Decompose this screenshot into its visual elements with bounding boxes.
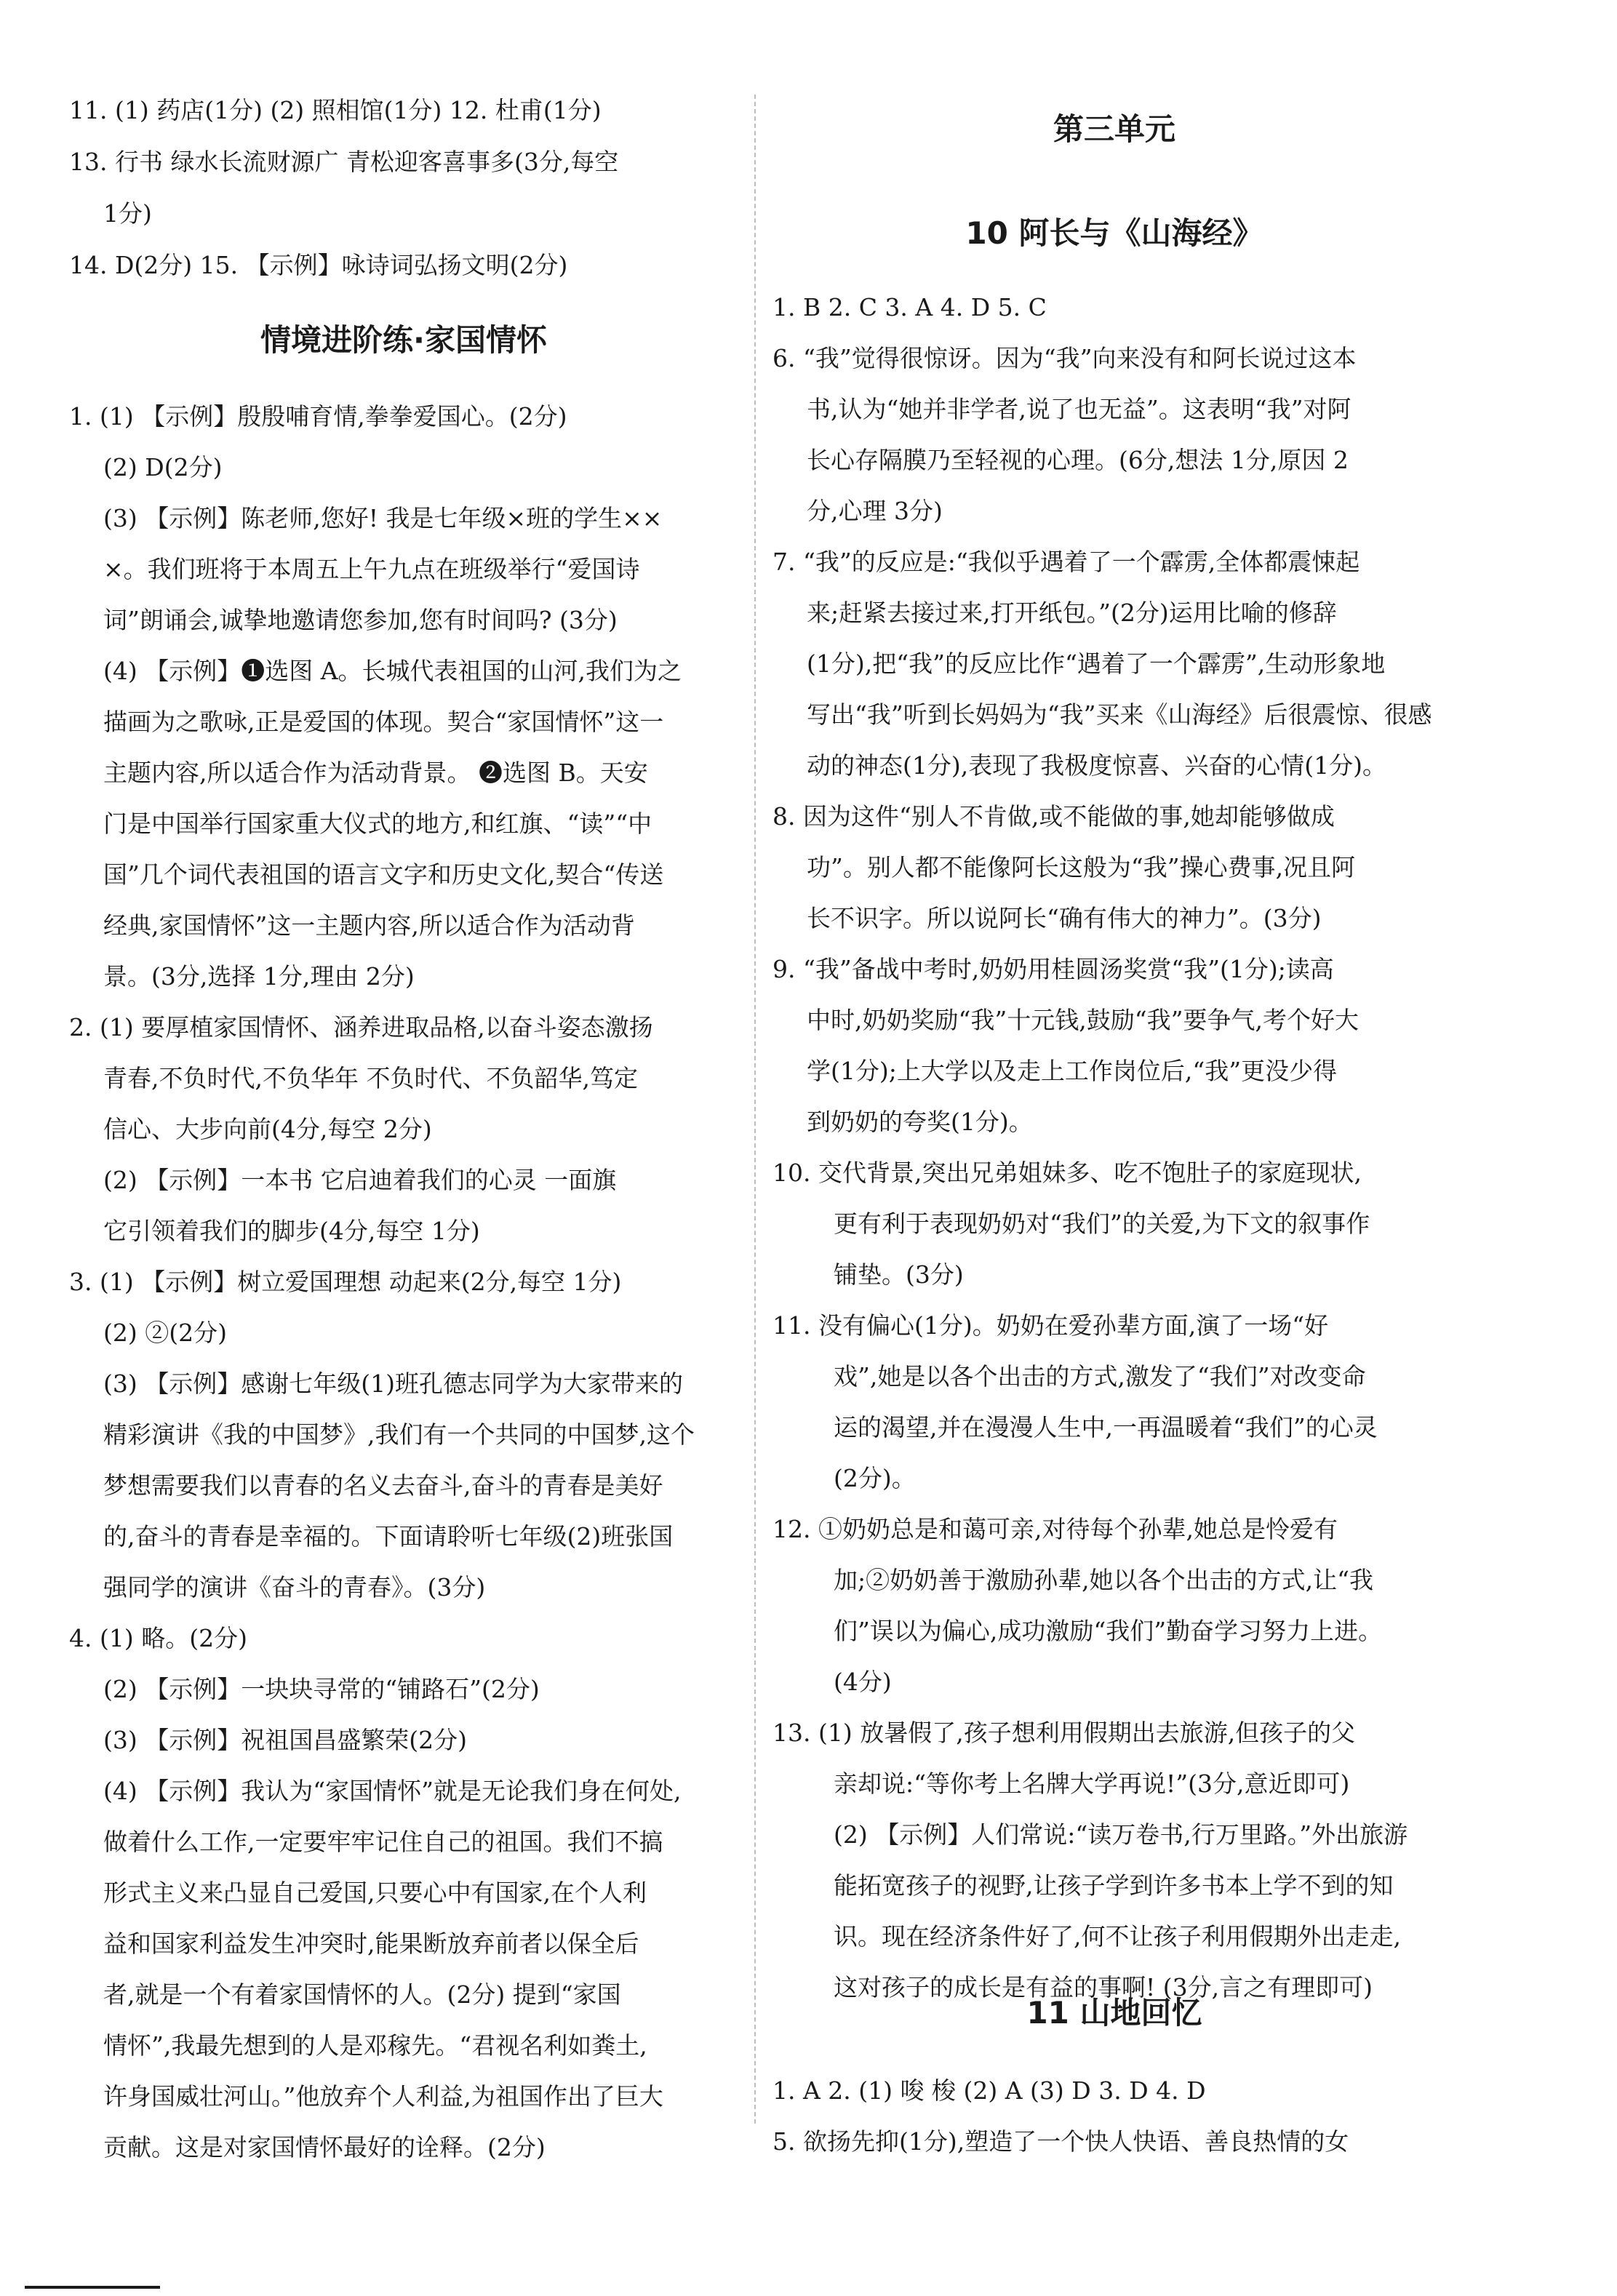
answer-line: (4分)	[834, 1668, 892, 1696]
answer-line: 长不识字。所以说阿长“确有伟大的神力”。(3分)	[807, 904, 1322, 932]
answer-line: 2. (1) 要厚植家国情怀、涵养进取品格,以奋斗姿态激扬	[69, 1013, 653, 1041]
answer-line: 14. D(2分) 15. 【示例】咏诗词弘扬文明(2分)	[69, 251, 568, 279]
column-divider	[754, 95, 756, 2124]
answer-line: (1分),把“我”的反应比作“遇着了一个霹雳”,生动形象地	[807, 649, 1386, 678]
answer-line: (2) 【示例】人们常说:“读万卷书,行万里路。”外出旅游	[834, 1820, 1408, 1849]
answer-line: (2) D(2分)	[103, 453, 223, 481]
answer-line: 词”朗诵会,诚挚地邀请您参加,您有时间吗? (3分)	[103, 606, 618, 634]
answer-line: 这对孩子的成长是有益的事啊! (3分,言之有理即可)	[834, 1973, 1373, 2001]
answer-line: 功”。别人都不能像阿长这般为“我”操心费事,况且阿	[807, 853, 1356, 881]
answer-line: 5. 欲扬先抑(1分),塑造了一个快人快语、善良热情的女	[772, 2127, 1349, 2156]
answer-line: 们”误以为偏心,成功激励“我们”勤奋学习努力上进。	[834, 1617, 1383, 1645]
answer-line: 描画为之歌咏,正是爱国的体现。契合“家国情怀”这一	[103, 708, 664, 736]
answer-line: 1. B 2. C 3. A 4. D 5. C	[772, 293, 1047, 321]
answer-line: 9. “我”备战中考时,奶奶用桂圆汤奖赏“我”(1分);读高	[772, 955, 1334, 983]
answer-line: 形式主义来凸显自己爱国,只要心中有国家,在个人利	[103, 1879, 647, 1907]
answer-line: (2) 【示例】一本书 它启迪着我们的心灵 一面旗	[103, 1166, 617, 1194]
answer-line: 国”几个词代表祖国的语言文字和历史文化,契合“传送	[103, 860, 664, 889]
answer-line: 分,心理 3分)	[807, 497, 943, 525]
section-title: 情境进阶练·家国情怀	[260, 322, 547, 358]
answer-line: 识。现在经济条件好了,何不让孩子利用假期外出走走,	[834, 1922, 1401, 1951]
answer-line: 13. (1) 放暑假了,孩子想利用假期出去旅游,但孩子的父	[772, 1719, 1356, 1747]
answer-line: (2) ②(2分)	[103, 1319, 227, 1347]
answer-line: 1. A 2. (1) 唆 梭 (2) A (3) D 3. D 4. D	[772, 2076, 1206, 2105]
answer-line: 12. ①奶奶总是和蔼可亲,对待每个孙辈,她总是怜爱有	[772, 1515, 1338, 1543]
answer-line: 的,奋斗的青春是幸福的。下面请聆听七年级(2)班张国	[103, 1522, 674, 1551]
answer-line: 许身国威壮河山。”他放弃个人利益,为祖国作出了巨大	[103, 2082, 663, 2111]
answer-line: 动的神态(1分),表现了我极度惊喜、兴奋的心情(1分)。	[807, 751, 1386, 780]
answer-line: 信心、大步向前(4分,每空 2分)	[103, 1115, 432, 1143]
answer-line: (2分)。	[834, 1464, 916, 1492]
answer-line: 写出“我”听到长妈妈为“我”买来《山海经》后很震惊、很感	[807, 700, 1432, 729]
unit-title: 第三单元	[1053, 111, 1175, 147]
lesson-title: 11 山地回忆	[1026, 1995, 1202, 2031]
page-footer-rule	[25, 2286, 160, 2289]
answer-line: 青春,不负时代,不负华年 不负时代、不负韶华,笃定	[103, 1064, 638, 1092]
answer-line: 4. (1) 略。(2分)	[69, 1624, 247, 1652]
answer-line: 3. (1) 【示例】树立爱国理想 动起来(2分,每空 1分)	[69, 1268, 622, 1296]
answer-line: 7. “我”的反应是:“我似乎遇着了一个霹雳,全体都震悚起	[772, 548, 1360, 576]
answer-line: 8. 因为这件“别人不肯做,或不能做的事,她却能够做成	[772, 802, 1335, 831]
answer-line: (4) 【示例】❶选图 A。长城代表祖国的山河,我们为之	[103, 657, 682, 685]
answer-line: 强同学的演讲《奋斗的青春》。(3分)	[103, 1573, 486, 1601]
answer-line: 13. 行书 绿水长流财源广 青松迎客喜事多(3分,每空	[69, 148, 619, 176]
answer-line: 加;②奶奶善于激励孙辈,她以各个出击的方式,让“我	[834, 1566, 1373, 1594]
lesson-title: 10 阿长与《山海经》	[965, 215, 1263, 251]
answer-line: 精彩演讲《我的中国梦》,我们有一个共同的中国梦,这个	[103, 1420, 695, 1449]
answer-line: ×。我们班将于本周五上午九点在班级举行“爱国诗	[103, 555, 640, 583]
answer-line: (3) 【示例】感谢七年级(1)班孔德志同学为大家带来的	[103, 1369, 683, 1398]
answer-line: 学(1分);上大学以及走上工作岗位后,“我”更没少得	[807, 1057, 1338, 1085]
answer-line: 能拓宽孩子的视野,让孩子学到许多书本上学不到的知	[834, 1871, 1394, 1900]
answer-line: 更有利于表现奶奶对“我们”的关爱,为下文的叙事作	[834, 1209, 1370, 1238]
answer-line: 11. 没有偏心(1分)。奶奶在爱孙辈方面,演了一场“好	[772, 1311, 1329, 1340]
answer-line: 做着什么工作,一定要牢牢记住自己的祖国。我们不搞	[103, 1828, 663, 1856]
answer-line: (2) 【示例】一块块寻常的“铺路石”(2分)	[103, 1675, 540, 1703]
answer-line: 1. (1) 【示例】殷殷哺育情,拳拳爱国心。(2分)	[69, 402, 567, 431]
answer-line: 经典,家国情怀”这一主题内容,所以适合作为活动背	[103, 911, 635, 940]
answer-line: 11. (1) 药店(1分) (2) 照相馆(1分) 12. 杜甫(1分)	[69, 96, 602, 124]
answer-line: (4) 【示例】我认为“家国情怀”就是无论我们身在何处,	[103, 1777, 682, 1805]
answer-line: 运的渴望,并在漫漫人生中,一再温暖着“我们”的心灵	[834, 1413, 1378, 1441]
answer-line: 10. 交代背景,突出兄弟姐妹多、吃不饱肚子的家庭现状,	[772, 1159, 1362, 1187]
answer-line: 门是中国举行国家重大仪式的地方,和红旗、“读”“中	[103, 809, 652, 838]
answer-line: 6. “我”觉得很惊讶。因为“我”向来没有和阿长说过这本	[772, 344, 1357, 372]
answer-line: 书,认为“她并非学者,说了也无益”。这表明“我”对阿	[807, 395, 1352, 423]
answer-line: 戏”,她是以各个出击的方式,激发了“我们”对改变命	[834, 1362, 1366, 1391]
answer-line: 亲却说:“等你考上名牌大学再说!”(3分,意近即可)	[834, 1769, 1350, 1798]
answer-line: 它引领着我们的脚步(4分,每空 1分)	[103, 1217, 480, 1245]
answer-line: 到奶奶的夸奖(1分)。	[807, 1108, 1033, 1136]
answer-line: (3) 【示例】陈老师,您好! 我是七年级×班的学生××	[103, 504, 663, 532]
answer-line: 情怀”,我最先想到的人是邓稼先。“君视名利如粪土,	[103, 2031, 647, 2060]
answer-line: (3) 【示例】祝祖国昌盛繁荣(2分)	[103, 1726, 467, 1754]
answer-line: 益和国家利益发生冲突时,能果断放弃前者以保全后	[103, 1929, 639, 1958]
answer-line: 贡献。这是对家国情怀最好的诠释。(2分)	[103, 2133, 546, 2161]
answer-line: 来;赶紧去接过来,打开纸包。”(2分)运用比喻的修辞	[807, 599, 1337, 627]
answer-line: 者,就是一个有着家国情怀的人。(2分) 提到“家国	[103, 1980, 621, 2009]
answer-line: 1分)	[103, 199, 152, 228]
answer-line: 梦想需要我们以青春的名义去奋斗,奋斗的青春是美好	[103, 1471, 663, 1500]
answer-line: 铺垫。(3分)	[834, 1260, 964, 1289]
answer-line: 主题内容,所以适合作为活动背景。 ❷选图 B。天安	[103, 759, 648, 787]
answer-line: 长心存隔膜乃至轻视的心理。(6分,想法 1分,原因 2	[807, 446, 1349, 474]
answer-line: 景。(3分,选择 1分,理由 2分)	[103, 962, 415, 991]
answer-line: 中时,奶奶奖励“我”十元钱,鼓励“我”要争气,考个好大	[807, 1006, 1359, 1034]
